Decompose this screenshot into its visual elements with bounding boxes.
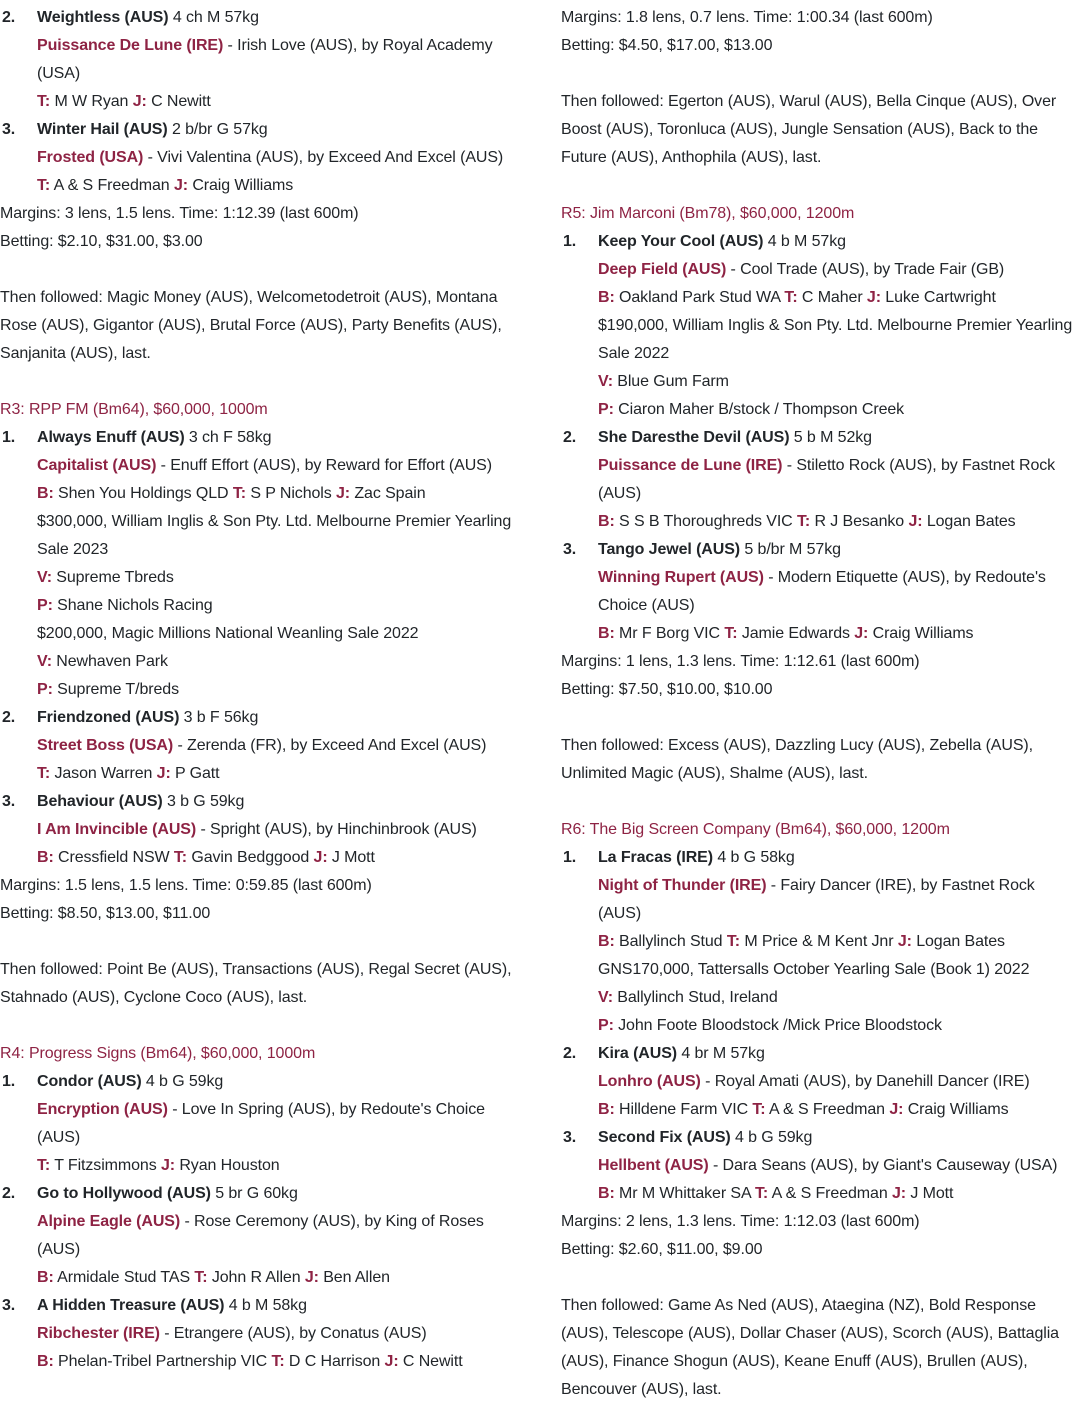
result-paragraph (0, 228, 517, 256)
field-label: J: (336, 485, 351, 502)
field-label: J: (854, 625, 869, 642)
entry-title (37, 1180, 517, 1208)
text: Hilldene Farm VIC (614, 1101, 753, 1118)
text: Betting: $7.50, $10.00, $10.00 (561, 681, 773, 698)
horse-name: Friendzoned (AUS) (37, 709, 180, 726)
field-label: T: (755, 1185, 769, 1202)
text: 5 b M 52kg (789, 429, 872, 446)
spacer (561, 172, 1078, 200)
field-label: P: (37, 681, 53, 698)
entry-number: 1. (563, 849, 577, 866)
field-label: J: (173, 177, 188, 194)
field-label: T: (37, 93, 51, 110)
field-label: J: (313, 849, 328, 866)
entry-line (598, 396, 1078, 424)
entry-line (37, 648, 517, 676)
entry-line (37, 480, 517, 508)
entry-line (37, 1096, 517, 1152)
text: Craig Williams (187, 177, 294, 194)
field-label: V: (598, 373, 613, 390)
text: - Dara Seans (AUS), by Giant's Causeway (USA) (708, 1157, 1058, 1174)
result-paragraph (561, 32, 1078, 60)
text: S P Nichols (246, 485, 336, 502)
text: Shane Nichols Racing (52, 597, 213, 614)
text: J Mott (327, 849, 375, 866)
entry-line (598, 1152, 1078, 1180)
text: Then followed: Game As Ned (AUS), Ataegina (NZ), Bold Response (AUS), Telescope (AUS), Dollar Chaser (AUS), Scorch (AUS), Battaglia (AUS), Finance Shogun (AUS), Keane Enuff (AUS), Brullen (AUS), Bencouver (AUS), last. (561, 1297, 1059, 1398)
race-entry (561, 844, 1078, 1040)
sire-name: Hellbent (AUS) (598, 1157, 709, 1174)
race-entry (561, 424, 1078, 536)
field-label: T: (271, 1353, 285, 1370)
text: Logan Bates (922, 513, 1016, 530)
text: - Spright (AUS), by Hinchinbrook (AUS) (196, 821, 477, 838)
text: - Fairy Dancer (IRE), by Fastnet Rock (AUS) (598, 877, 1035, 922)
race-entry (0, 424, 517, 704)
spacer (561, 704, 1078, 732)
field-label: J: (908, 513, 923, 530)
sire-name: Deep Field (AUS) (598, 261, 727, 278)
text: Supreme Tbreds (51, 569, 174, 586)
entry-line (37, 732, 517, 760)
text: Margins: 1.5 lens, 1.5 lens. Time: 0:59.85 (last 600m) (0, 877, 372, 894)
column-left (0, 4, 517, 1404)
field-label: B: (598, 1101, 615, 1118)
entry-number: 2. (563, 1045, 577, 1062)
race-entry (0, 1180, 517, 1292)
result-paragraph (0, 872, 517, 900)
text: - Irish Love (AUS), by Royal Academy (USA) (37, 37, 493, 82)
entry-line (37, 144, 517, 172)
sire-name: Night of Thunder (IRE) (598, 877, 767, 894)
text: GNS170,000, Tattersalls October Yearling Sale (Book 1) 2022 (598, 961, 1030, 978)
text: John R Allen (207, 1269, 305, 1286)
text: Margins: 1 lens, 1.3 lens. Time: 1:12.61 (last 600m) (561, 653, 920, 670)
result-paragraph (0, 284, 517, 368)
text: C Maher (797, 289, 867, 306)
entry-line (37, 620, 517, 648)
entry-number: 3. (2, 121, 16, 138)
entry-line (37, 1348, 517, 1376)
text: Ryan Houston (175, 1157, 280, 1174)
entry-title (37, 424, 517, 452)
entry-line (598, 256, 1078, 284)
text: P Gatt (170, 765, 220, 782)
field-label: J: (889, 1101, 904, 1118)
entry-line (37, 816, 517, 844)
text: Jason Warren (50, 765, 157, 782)
field-label: B: (37, 1353, 54, 1370)
text: Zac Spain (350, 485, 426, 502)
text: 3 b G 59kg (162, 793, 245, 810)
field-label: J: (866, 289, 881, 306)
race-header: R5: Jim Marconi (Bm78), $60,000, 1200m (561, 205, 855, 222)
text: Craig Williams (903, 1101, 1009, 1118)
field-label: B: (598, 625, 615, 642)
text: Newhaven Park (51, 653, 168, 670)
horse-name: Condor (AUS) (37, 1073, 142, 1090)
spacer (0, 256, 517, 284)
entry-title (598, 844, 1078, 872)
entry-number: 2. (2, 9, 16, 26)
text: D C Harrison (284, 1353, 385, 1370)
field-label: T: (796, 513, 811, 530)
result-paragraph (561, 1292, 1078, 1404)
entry-number: 1. (563, 233, 577, 250)
field-label: T: (173, 849, 188, 866)
text: 3 ch F 58kg (184, 429, 272, 446)
text: M Price & M Kent Jnr (739, 933, 898, 950)
entry-line (37, 88, 517, 116)
text: 4 ch M 57kg (168, 9, 259, 26)
text: - Rose Ceremony (AUS), by King of Roses (AUS) (37, 1213, 484, 1258)
horse-name: Always Enuff (AUS) (37, 429, 185, 446)
race-header: R3: RPP FM (Bm64), $60,000, 1000m (0, 401, 268, 418)
text: Betting: $2.60, $11.00, $9.00 (561, 1241, 763, 1258)
entry-number: 2. (2, 1185, 16, 1202)
text: $190,000, William Inglis & Son Pty. Ltd. Melbourne Premier Yearling Sale 2022 (598, 317, 1073, 362)
entry-number: 2. (563, 429, 577, 446)
field-label: T: (232, 485, 246, 502)
field-label: P: (37, 597, 53, 614)
field-label: B: (598, 1185, 615, 1202)
text: - Royal Amati (AUS), by Danehill Dancer (IRE) (700, 1073, 1030, 1090)
entry-title (37, 704, 517, 732)
field-label: B: (37, 1269, 54, 1286)
entry-line (598, 1012, 1078, 1040)
horse-name: Keep Your Cool (AUS) (598, 233, 764, 250)
text: Then followed: Excess (AUS), Dazzling Lucy (AUS), Zebella (AUS), Unlimited Magic (AUS), Shalme (AUS), last. (561, 737, 1033, 782)
spacer (561, 60, 1078, 88)
entry-number: 3. (2, 1297, 16, 1314)
text: 4 b M 57kg (763, 233, 846, 250)
race-entry (0, 704, 517, 788)
field-label: V: (37, 653, 52, 670)
text: Oakland Park Stud WA (614, 289, 785, 306)
entry-title (37, 1068, 517, 1096)
field-label: P: (598, 1017, 614, 1034)
text: - Cool Trade (AUS), by Trade Fair (GB) (726, 261, 1005, 278)
field-label: J: (304, 1269, 319, 1286)
entry-line (598, 1096, 1078, 1124)
text: R J Besanko (810, 513, 909, 530)
entry-line (598, 312, 1078, 368)
entry-title (598, 1040, 1078, 1068)
text: S S B Thoroughreds VIC (614, 513, 797, 530)
text: 3 b F 56kg (179, 709, 259, 726)
result-paragraph (0, 200, 517, 228)
race-entry (0, 1068, 517, 1180)
text: J Mott (906, 1185, 954, 1202)
text: - Zerenda (FR), by Exceed And Excel (AUS) (173, 737, 487, 754)
text: T Fitzsimmons (50, 1157, 161, 1174)
race-entry (0, 116, 517, 200)
entry-line (37, 1320, 517, 1348)
entry-line (598, 284, 1078, 312)
result-paragraph (0, 900, 517, 928)
entry-title (37, 788, 517, 816)
entry-number: 3. (2, 793, 16, 810)
result-paragraph (561, 732, 1078, 788)
entry-line (598, 872, 1078, 928)
horse-name: Second Fix (AUS) (598, 1129, 731, 1146)
entry-line (37, 32, 517, 88)
text: Luke Cartwright (880, 289, 996, 306)
entry-title (37, 1292, 517, 1320)
field-label: V: (598, 989, 613, 1006)
text: A & S Freedman (50, 177, 174, 194)
text: Margins: 1.8 lens, 0.7 lens. Time: 1:00.34 (last 600m) (561, 9, 933, 26)
entry-line (37, 172, 517, 200)
field-label: T: (194, 1269, 208, 1286)
text: Ballylinch Stud (614, 933, 727, 950)
text: Cressfield NSW (53, 849, 174, 866)
text: C Newitt (398, 1353, 463, 1370)
spacer (0, 928, 517, 956)
race-entry (0, 788, 517, 872)
horse-name: Winter Hail (AUS) (37, 121, 168, 138)
entry-line (37, 508, 517, 564)
field-label: T: (784, 289, 798, 306)
horse-name: La Fracas (IRE) (598, 849, 713, 866)
race-entry (561, 1040, 1078, 1124)
result-paragraph (561, 1236, 1078, 1264)
race-header: R4: Progress Signs (Bm64), $60,000, 1000m (0, 1045, 316, 1062)
entry-line (37, 452, 517, 480)
text: 5 b/br M 57kg (740, 541, 841, 558)
text: - Etrangere (AUS), by Conatus (AUS) (159, 1325, 427, 1342)
horse-name: Weightless (AUS) (37, 9, 169, 26)
entry-line (37, 1152, 517, 1180)
entry-number: 1. (2, 1073, 16, 1090)
race-entry (0, 1292, 517, 1376)
horse-name: She Daresthe Devil (AUS) (598, 429, 790, 446)
text: Margins: 3 lens, 1.5 lens. Time: 1:12.39 (last 600m) (0, 205, 359, 222)
result-paragraph (561, 4, 1078, 32)
sire-name: Lonhro (AUS) (598, 1073, 701, 1090)
sire-name: Ribchester (IRE) (37, 1325, 160, 1342)
field-label: J: (891, 1185, 907, 1202)
field-label: T: (37, 765, 51, 782)
entry-line (598, 928, 1078, 956)
text: C Newitt (146, 93, 211, 110)
text: Logan Bates (911, 933, 1005, 950)
text: Ballylinch Stud, Ireland (612, 989, 778, 1006)
field-label: J: (160, 1157, 175, 1174)
sire-name: Winning Rupert (AUS) (598, 569, 764, 586)
spacer (0, 368, 517, 396)
entry-line (598, 452, 1078, 508)
sire-name: Encryption (AUS) (37, 1101, 168, 1118)
text: Supreme T/breds (52, 681, 179, 698)
text: Betting: $2.10, $31.00, $3.00 (0, 233, 203, 250)
entry-title (598, 424, 1078, 452)
field-label: P: (598, 401, 614, 418)
result-paragraph (0, 956, 517, 1012)
field-label: B: (598, 933, 615, 950)
entry-title (598, 1124, 1078, 1152)
text: Betting: $4.50, $17.00, $13.00 (561, 37, 773, 54)
entry-line (598, 1068, 1078, 1096)
race-entry (561, 228, 1078, 424)
text: $200,000, Magic Millions National Weanling Sale 2022 (37, 625, 419, 642)
text: 2 b/br G 57kg (167, 121, 268, 138)
spacer (561, 788, 1078, 816)
column-right (561, 4, 1078, 1404)
field-label: T: (726, 933, 740, 950)
field-label: T: (752, 1101, 766, 1118)
text: A & S Freedman (768, 1185, 892, 1202)
text: $300,000, William Inglis & Son Pty. Ltd. Melbourne Premier Yearling Sale 2023 (37, 513, 512, 558)
entry-line (37, 592, 517, 620)
entry-line (37, 1264, 517, 1292)
entry-line (598, 564, 1078, 620)
race-entry (561, 1124, 1078, 1208)
field-label: B: (37, 485, 54, 502)
text: Blue Gum Farm (612, 373, 729, 390)
race-entry (0, 4, 517, 116)
text: Phelan-Tribel Partnership VIC (53, 1353, 272, 1370)
text: 4 b G 58kg (713, 849, 795, 866)
text: Then followed: Egerton (AUS), Warul (AUS), Bella Cinque (AUS), Over Boost (AUS), Toronluca (AUS), Jungle Sensation (AUS), Back to the Future (AUS), Anthophila (AUS), last. (561, 93, 1057, 166)
sire-name: I Am Invincible (AUS) (37, 821, 197, 838)
text: Betting: $8.50, $13.00, $11.00 (0, 905, 211, 922)
field-label: J: (897, 933, 912, 950)
field-label: J: (384, 1353, 399, 1370)
race-entry (561, 536, 1078, 648)
horse-name: Go to Hollywood (AUS) (37, 1185, 211, 1202)
horse-name: Behaviour (AUS) (37, 793, 163, 810)
spacer (0, 1012, 517, 1040)
entry-line (37, 676, 517, 704)
text: Jamie Edwards (737, 625, 855, 642)
field-label: T: (37, 177, 51, 194)
text: Craig Williams (868, 625, 974, 642)
sire-name: Capitalist (AUS) (37, 457, 157, 474)
entry-title (37, 116, 517, 144)
result-paragraph (561, 88, 1078, 172)
text: 4 b G 59kg (730, 1129, 813, 1146)
entry-line (598, 1180, 1078, 1208)
text: Mr F Borg VIC (614, 625, 725, 642)
text: A & S Freedman (765, 1101, 890, 1118)
entry-number: 1. (2, 429, 16, 446)
entry-line (598, 368, 1078, 396)
text: - Enuff Effort (AUS), by Reward for Effort (AUS) (156, 457, 492, 474)
sire-name: Frosted (USA) (37, 149, 144, 166)
entry-number: 3. (563, 541, 577, 558)
text: Mr M Whittaker SA (614, 1185, 756, 1202)
field-label: B: (598, 289, 615, 306)
sire-name: Alpine Eagle (AUS) (37, 1213, 181, 1230)
field-label: B: (37, 849, 54, 866)
entry-line (37, 760, 517, 788)
entry-title (598, 228, 1078, 256)
result-paragraph (561, 676, 1078, 704)
entry-line (37, 1208, 517, 1264)
text: Ben Allen (318, 1269, 390, 1286)
entry-line (598, 984, 1078, 1012)
text: - Modern Etiquette (AUS), by Redoute's Choice (AUS) (598, 569, 1046, 614)
entry-number: 3. (563, 1129, 577, 1146)
field-label: T: (724, 625, 738, 642)
text: 4 b G 59kg (141, 1073, 224, 1090)
horse-name: A Hidden Treasure (AUS) (37, 1297, 225, 1314)
entry-number: 2. (2, 709, 16, 726)
horse-name: Tango Jewel (AUS) (598, 541, 741, 558)
entry-line (37, 844, 517, 872)
text: John Foote Bloodstock /Mick Price Bloodstock (613, 1017, 942, 1034)
race-header: R6: The Big Screen Company (Bm64), $60,000, 1200m (561, 821, 950, 838)
text: - Stiletto Rock (AUS), by Fastnet Rock (AUS) (598, 457, 1056, 502)
text: Then followed: Magic Money (AUS), Welcometodetroit (AUS), Montana Rose (AUS), Gigantor (AUS), Brutal Force (AUS), Party Benefits (AUS), Sanjanita (AUS), last. (0, 289, 502, 362)
entry-line (598, 956, 1078, 984)
text: 4 br M 57kg (677, 1045, 765, 1062)
text: Ciaron Maher B/stock / Thompson Creek (613, 401, 905, 418)
field-label: J: (156, 765, 171, 782)
text: Shen You Holdings QLD (53, 485, 233, 502)
spacer (561, 1264, 1078, 1292)
text: - Vivi Valentina (AUS), by Exceed And Excel (AUS) (143, 149, 504, 166)
text: - Love In Spring (AUS), by Redoute's Choice (AUS) (37, 1101, 485, 1146)
entry-line (598, 620, 1078, 648)
field-label: T: (37, 1157, 51, 1174)
field-label: J: (132, 93, 147, 110)
entry-title (37, 4, 517, 32)
entry-line (598, 508, 1078, 536)
text: Gavin Bedggood (187, 849, 314, 866)
field-label: B: (598, 513, 615, 530)
entry-title (598, 536, 1078, 564)
text: M W Ryan (50, 93, 133, 110)
text: Then followed: Point Be (AUS), Transactions (AUS), Regal Secret (AUS), Stahnado (AUS), Cyclone Coco (AUS), last. (0, 961, 512, 1006)
entry-line (37, 564, 517, 592)
horse-name: Kira (AUS) (598, 1045, 678, 1062)
sire-name: Street Boss (USA) (37, 737, 174, 754)
result-paragraph (561, 1208, 1078, 1236)
sire-name: Puissance de Lune (IRE) (598, 457, 783, 474)
text: 4 b M 58kg (224, 1297, 307, 1314)
sire-name: Puissance De Lune (IRE) (37, 37, 224, 54)
text: Armidale Stud TAS (53, 1269, 195, 1286)
text: Margins: 2 lens, 1.3 lens. Time: 1:12.03 (last 600m) (561, 1213, 920, 1230)
text: 5 br G 60kg (210, 1185, 298, 1202)
result-paragraph (561, 648, 1078, 676)
field-label: V: (37, 569, 52, 586)
